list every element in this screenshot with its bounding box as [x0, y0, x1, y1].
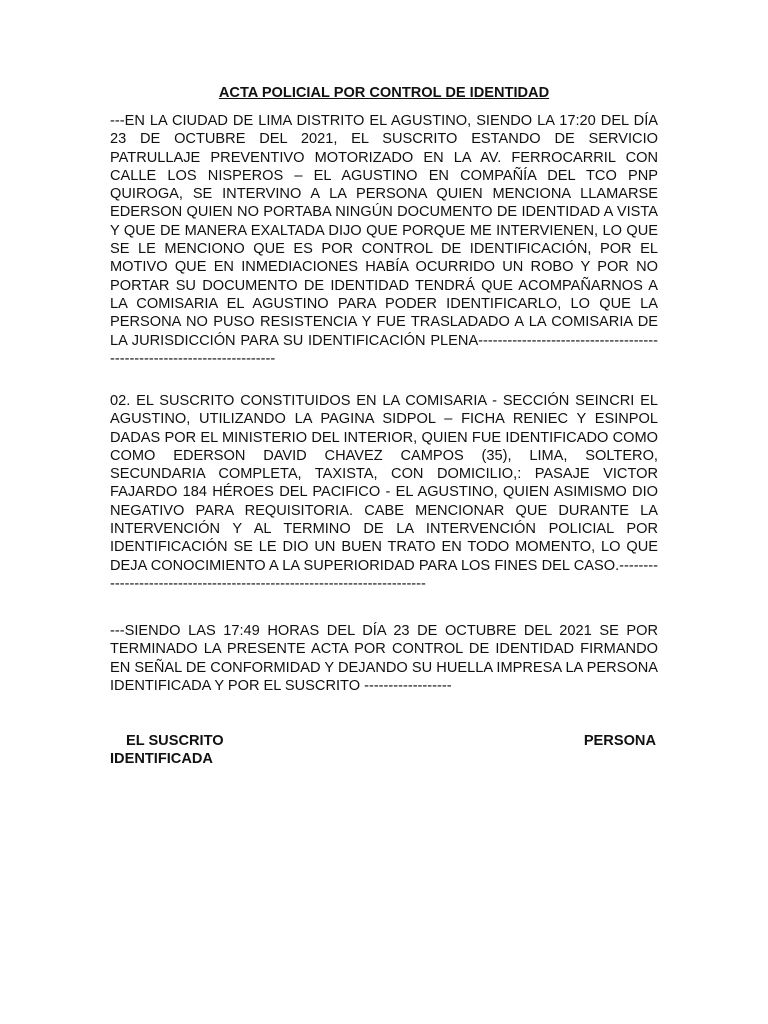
signature-label-suscrito: EL SUSCRITO — [126, 733, 224, 749]
paragraph-1: ---EN LA CIUDAD DE LIMA DISTRITO EL AGUSTINO, SIENDO LA 17:20 DEL DÍA 23 DE OCTUBRE DEL 2021, EL SUSCRITO ESTANDO DE SERVICIO PATRULLAJE PREVENTIVO MOTORIZADO EN LA AV. FERROCARRIL CON CALLE LOS NISPEROS – EL AGUSTINO EN COMPAÑÍA DEL TCO PNP QUIROGA, SE INTERVINO A LA PERSONA QUIEN MENCIONA LLAMARSE EDERSON QUIEN NO PORTABA NINGÚN DOCUMENTO DE IDENTIDAD A VISTA Y QUE DE MANERA EXALTADA DIJO QUE PORQUE ME INTERVIENEN, LO QUE SE LE MENCIONO QUE ES POR CONTROL DE IDENTIFICACIÓN, POR EL MOTIVO QUE EN INMEDIACIONES HABÍA OCURRIDO UN ROBO Y POR NO PORTAR SU DOCUMENTO DE IDENTIDAD TENDRÁ QUE ACOMPAÑARNOS A LA COMISARIA EL AGUSTINO PARA PODER IDENTIFICARLO, LO QUE LA PERSONA NO PUSO RESISTENCIA Y FUE TRASLADADO A LA COMISARIA DE LA JURISDICCIÓN PARA SU IDENTIFICACIÓN PLENA----------------------------------------------------------------------- — [110, 113, 658, 367]
paragraph-3: ---SIENDO LAS 17:49 HORAS DEL DÍA 23 DE OCTUBRE DEL 2021 SE POR TERMINADO LA PRESENTE ACTA POR CONTROL DE IDENTIDAD FIRMANDO EN SEÑAL DE CONFORMIDAD Y DEJANDO SU HUELLA IMPRESA LA PERSONA IDENTIFICADA Y POR EL SUSCRITO ------------------ — [110, 623, 658, 694]
document-title: ACTA POLICIAL POR CONTROL DE IDENTIDAD — [218, 85, 550, 101]
paragraph-2: 02. EL SUSCRITO CONSTITUIDOS EN LA COMISARIA - SECCIÓN SEINCRI EL AGUSTINO, UTILIZANDO LA PAGINA SIDPOL – FICHA RENIEC Y ESINPOL DADAS POR EL MINISTERIO DEL INTERIOR, QUIEN FUE IDENTIFICADO COMO COMO EDERSON DAVID CHAVEZ CAMPOS (35), LIMA, SOLTERO, SECUNDARIA COMPLETA, TAXISTA, CON DOMICILIO,: PASAJE VICTOR FAJARDO 184 HÉROES DEL PACIFICO - EL AGUSTINO, QUIEN ASIMISMO DIO NEGATIVO PARA REQUISITORIA. CABE MENCIONAR QUE DURANTE LA INTERVENCIÓN Y AL TERMINO DE LA INTERVENCIÓN POLICIAL POR IDENTIFICACIÓN SE LE DIO UN BUEN TRATO EN TODO MOMENTO, LO QUE DEJA CONOCIMIENTO A LA SUPERIORIDAD PARA LOS FINES DEL CASO.------------------------------------------------------------------------- — [110, 393, 658, 592]
signature-label-identificada: IDENTIFICADA — [110, 751, 213, 767]
signature-label-persona: PERSONA — [583, 733, 656, 749]
